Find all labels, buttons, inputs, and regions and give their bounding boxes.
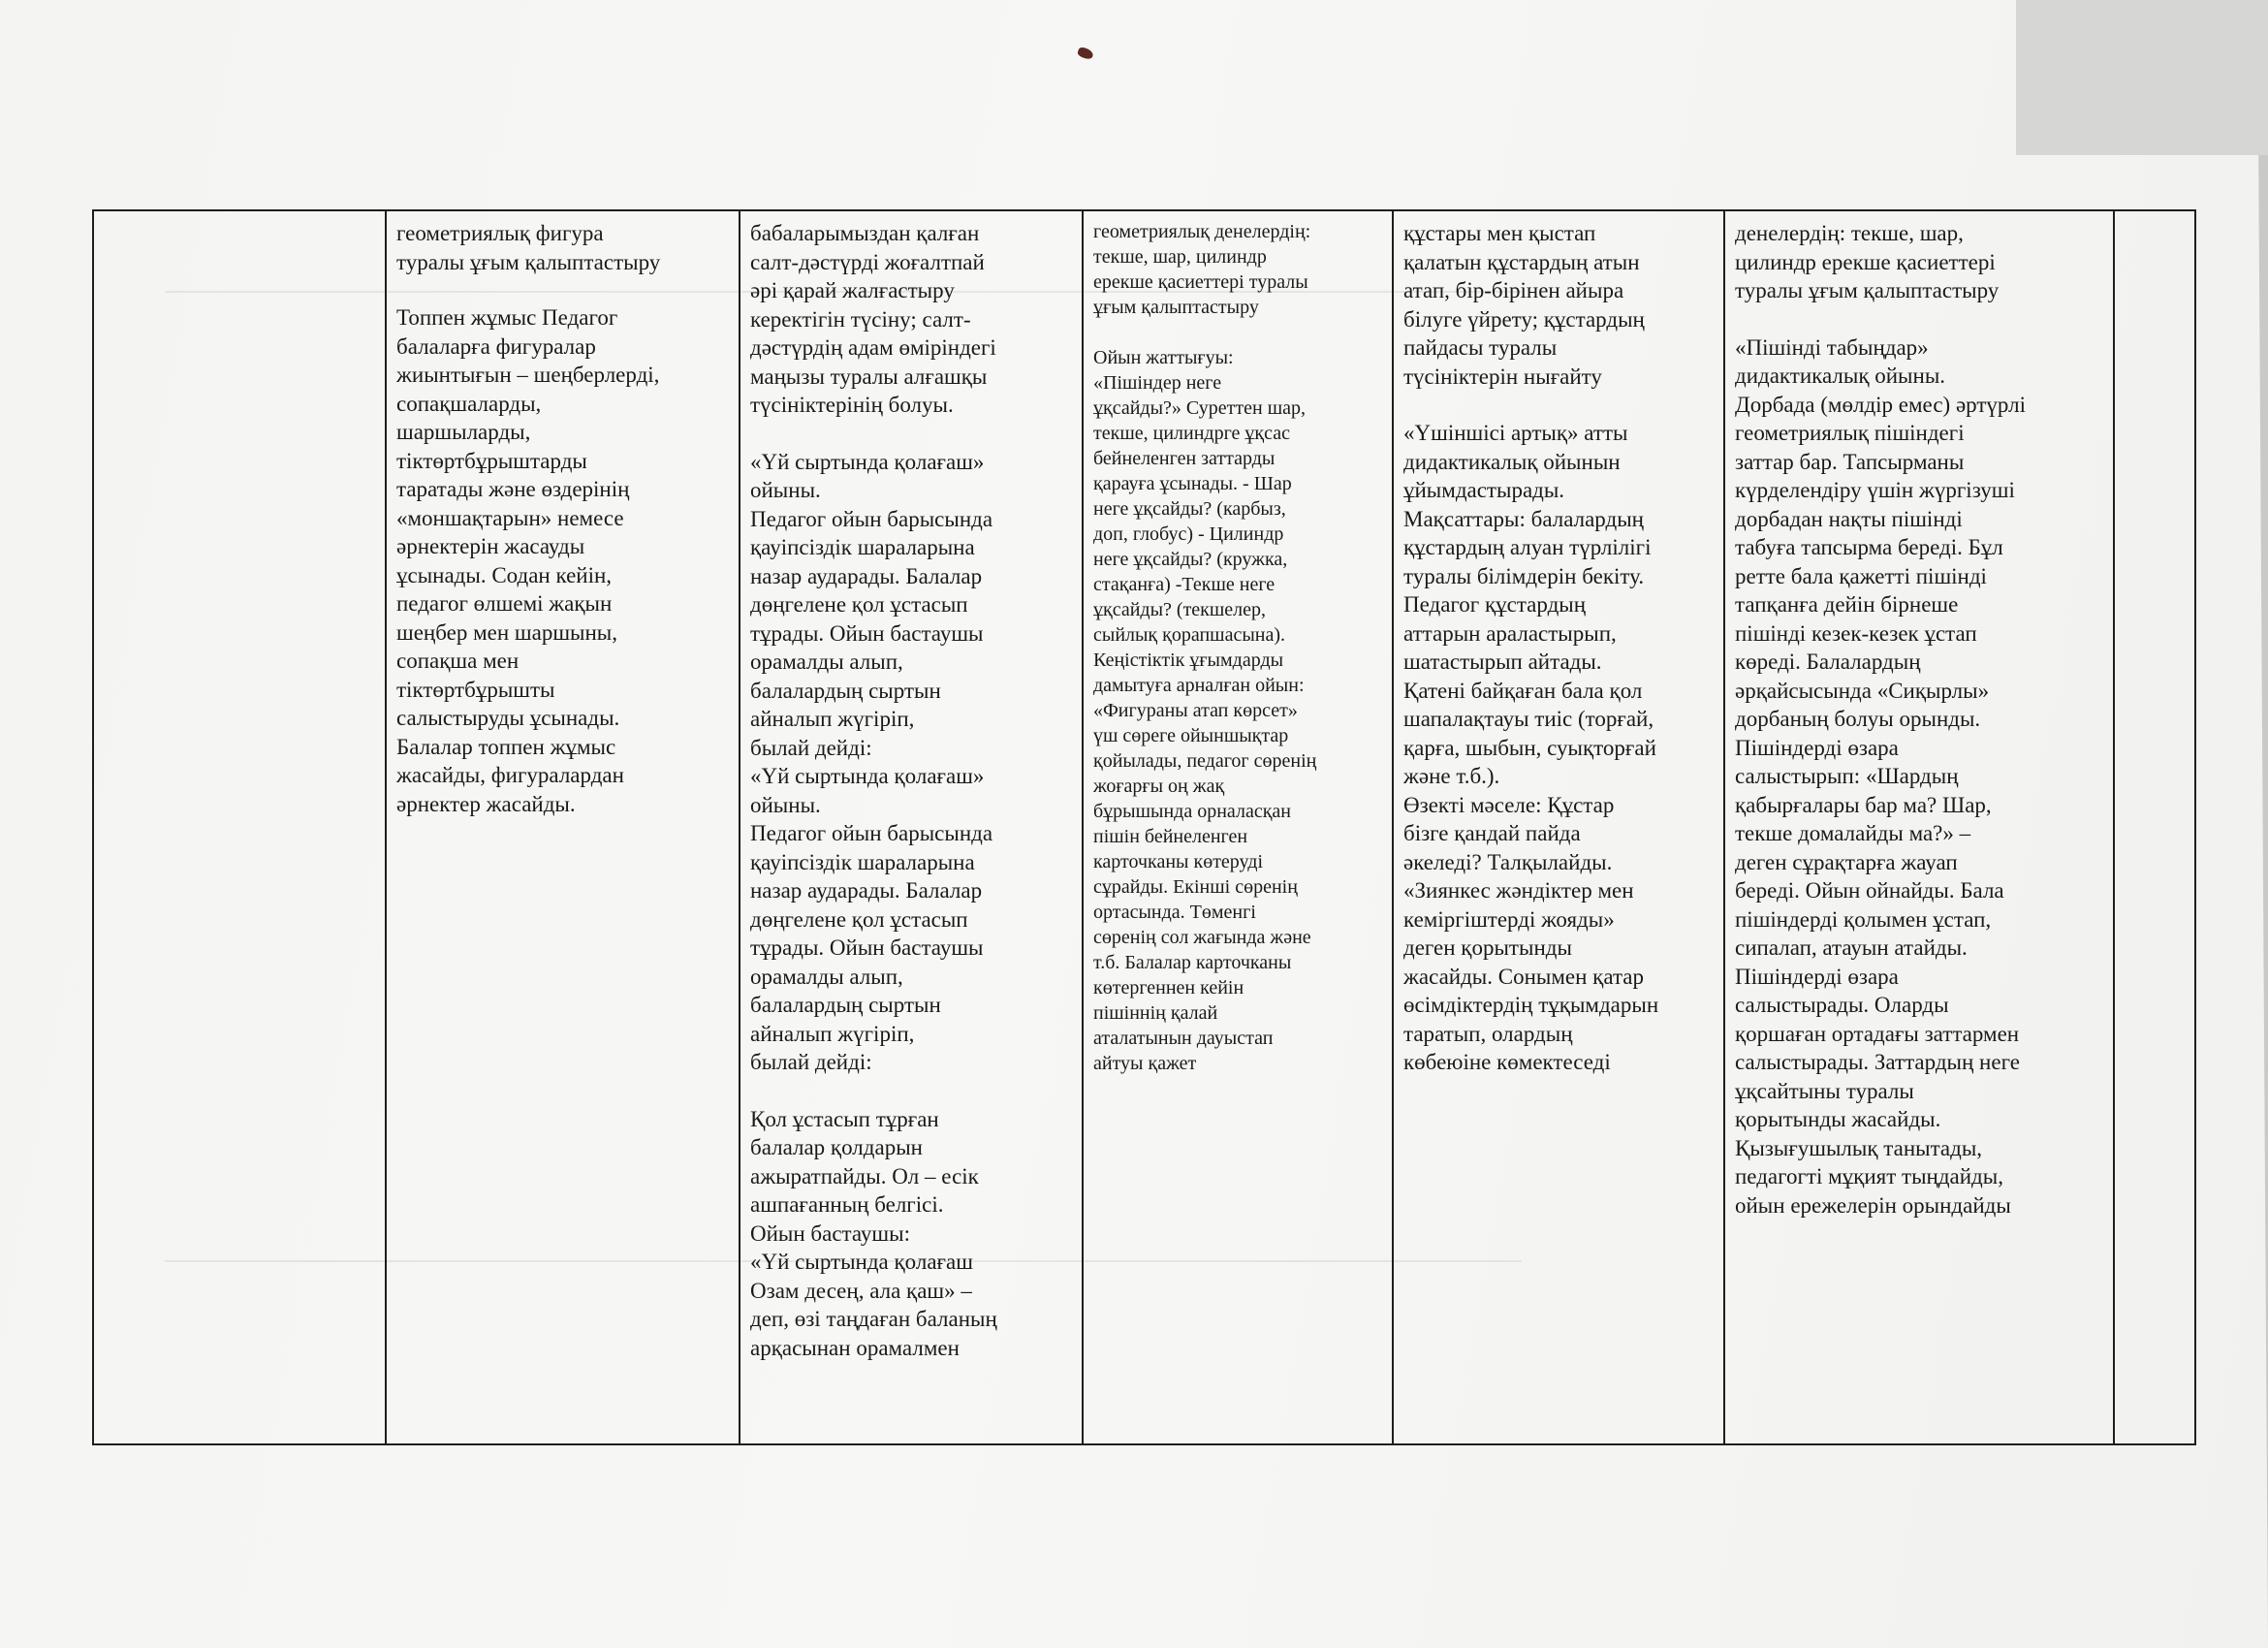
- cell-paragraph: геометриялық денелердің: текше, шар, цилиндр ерекше қасиеттері туралы ұғым қалыптастыру: [1093, 221, 1311, 318]
- table-row: [93, 210, 2195, 1444]
- table-cell-shapes-exercise: [1083, 210, 1393, 1444]
- cell-paragraph: бабаларымыздан қалған салт-дәстүрді жоғалтпай әрі қарай жалғастыру керектігін түсіну; салт- дәстүрдің адам өміріндегі маңызы туралы алғашқы түсініктерінің болуы.: [750, 221, 996, 417]
- table-cell-blank-left: [93, 210, 386, 1444]
- table-cell-birds-game: [1393, 210, 1724, 1444]
- cell-paragraph: «Үй сыртында қолағаш» ойыны. Педагог ойын барысында қауіпсіздік шараларына назар аударады. Балалар дөңгелене қол ұстасып тұрады. Ойын бастаушы орамалды алып, балалардың сыртын айналып жүгіріп, былай дейді: «Үй сыртында қолағаш» ойыны. Педагог ойын барысында қауіпсіздік шараларына назар аударады. Балалар дөңгелене қол ұстасып тұрады. Ойын бастаушы орамалды алып, балалардың сыртын айналып жүгіріп, былай дейді:: [750, 449, 993, 1074]
- cell-paragraph: «Пішінді табыңдар» дидактикалық ойыны. Дорбада (мөлдір емес) әртүрлі геометриялық пішіндегі заттар бар. Тапсырманы күрделендіру үшін жүргізуші дорбадан нақты пішінді табуға тапсырма береді. Бұл ретте бала қажетті пішінді тапқанға дейін бірнеше пішінді кезек-кезек ұстап көреді. Балалардың әрқайсысында «Сиқырлы» дорбаның болуы орынды. Пішіндерді өзара салыстырып: «Шардың қабырғалары бар ма? Шар, текше домалайды ма?» – деген сұрақтарға жауап береді. Ойын ойнайды. Бала пішіндерді қолымен ұстап, сипалап, атауын атайды. Пішіндерді өзара салыстырады. Оларды қоршаған ортадағы заттармен салыстырады. Заттардың неге ұқсайтыны туралы қорытынды жасайды. Қызығушылық танытады, педагогті мұқият тыңдайды, ойын ережелерін орындайды: [1735, 334, 2026, 1218]
- cell-paragraph: геометриялық фигура туралы ұғым қалыптастыру: [396, 221, 661, 274]
- table-cell-find-shape-game: [1724, 210, 2114, 1444]
- cell-paragraph: құстары мен қыстап қалатын құстардың атын атап, бір-бірінен айыра білуге үйрету; құстардың пайдасы туралы түсініктерін нығайту: [1403, 221, 1645, 389]
- cell-paragraph: Топпен жұмыс Педагог балаларға фигуралар жиынтығын – шеңберлерді, сопақшаларды, шаршыларды, тіктөртбұрыштарды таратады және өздерінің «моншақтарын» немесе әрнектерін жасауды ұсынады. Содан кейін, педагог өлшемі жақын шеңбер мен шаршыны, сопақша мен тіктөртбұрышты салыстыруды ұсынады. Балалар топпен жұмыс жасайды, фигуралардан әрнектер жасайды.: [396, 305, 660, 816]
- folded-corner-shadow: [2016, 0, 2268, 155]
- cell-paragraph: Қол ұстасып тұрған балалар қолдарын ажыратпайды. Ол – есік ашпағанның белгісі. Ойын бастаушы: «Үй сыртында қолағаш Озам десең, ала қаш» – деп, өзі таңдаған баланың арқасынан орамалмен: [750, 1106, 997, 1360]
- table-cell-geometry-group-work: [386, 210, 740, 1444]
- cell-paragraph: денелердің: текше, шар, цилиндр ерекше қасиеттері туралы ұғым қалыптастыру: [1735, 221, 2000, 302]
- lesson-plan-table: [92, 209, 2196, 1445]
- cell-paragraph: «Үшіншісі артық» атты дидактикалық ойынын ұйымдастырады. Мақсаттары: балалардың құстардың алуан түрлілігі туралы білімдерін бекіту. Педагог құстардың аттарын араластырып, шатастырып айтады. Қатені байқаған бала қол шапалақтауы тиіс (торғай, қарға, шыбын, суықторғай және т.б.). Өзекті мәселе: Құстар бізге қандай пайда әкеледі? Талқылайды. «Зиянкес жәндіктер мен кеміргіштерді жояды» деген қорытынды жасайды. Сонымен қатар өсімдіктердің тұқымдарын таратып, олардың көбеюіне көмектеседі: [1403, 421, 1659, 1074]
- cell-paragraph: Ойын жаттығуы: «Пішіндер неге ұқсайды?» Суреттен шар, текше, цилиндрге ұқсас бейнеленген заттарды қарауға ұсынады. - Шар неге ұқсайды? (карбыз, доп, глобус) - Цилиндр неге ұқсайды? (кружка, стақанға) -Текше неге ұқсайды? (текшелер, сыйлық қорапшасына). Кеңістіктік ұғымдарды дамытуға арналған ойын: «Фигураны атап көрсет» үш сөреге ойыншықтар қойылады, педагог сөренің жоғарғы оң жақ бұрышында орналасқан пішін бейнеленген карточканы көтеруді сұрайды. Екінші сөренің ортасында. Төменгі сөренің сол жағында және т.б. Балалар карточканы көтергеннен кейін пішіннің қалай аталатынын дауыстап айтуы қажет: [1093, 347, 1317, 1074]
- table-cell-blank-right: [2114, 210, 2195, 1444]
- table-cell-traditions-game: [740, 210, 1083, 1444]
